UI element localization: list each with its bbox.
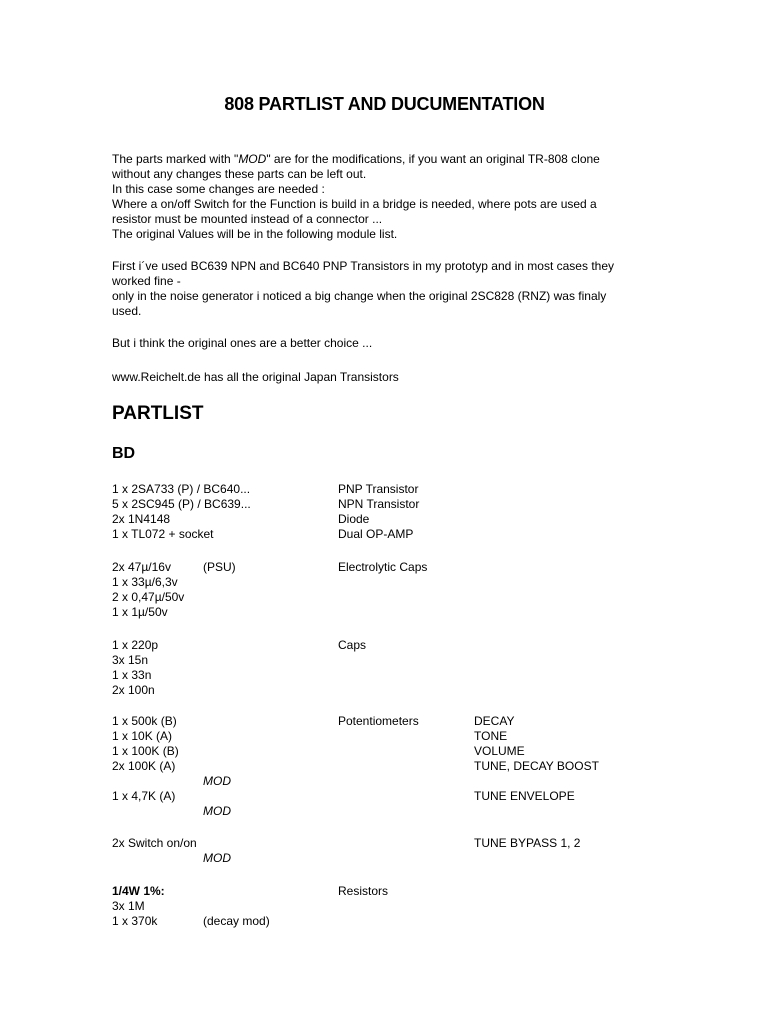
part-row <box>112 744 672 759</box>
part-quantity-value: 3x 1M <box>112 899 145 913</box>
part-quantity-value: 1 x 220p <box>112 638 159 652</box>
intro-line: First i´ve used BC639 NPN and BC640 PNP Transistors in my prototyp and in most cases they <box>112 259 614 273</box>
part-row <box>112 804 672 819</box>
intro-text: The parts marked with " <box>112 152 239 166</box>
part-quantity-value: 5 x 2SC945 (P) / BC639... <box>112 497 251 511</box>
part-function: TONE <box>474 729 508 743</box>
reichelt-line: www.Reichelt.de has all the original Japan Transistors <box>112 370 399 384</box>
part-type: Electrolytic Caps <box>338 560 428 574</box>
part-row <box>112 884 672 899</box>
part-quantity-value: 1 x TL072 + socket <box>112 527 214 541</box>
part-quantity-value: 2 x 0,47µ/50v <box>112 590 185 604</box>
part-quantity-value: 1 x 10K (A) <box>112 729 173 743</box>
part-quantity-value: 1 x 33n <box>112 668 152 682</box>
part-quantity-value: 1 x 2SA733 (P) / BC640... <box>112 482 251 496</box>
part-row <box>112 575 672 590</box>
part-row <box>112 789 672 804</box>
intro-paragraph-2 <box>112 259 652 319</box>
part-type: Dual OP-AMP <box>338 527 414 541</box>
intro-line: without any changes these parts can be left out. <box>112 167 367 181</box>
part-quantity-value: 3x 15n <box>112 653 149 667</box>
part-function: TUNE ENVELOPE <box>474 789 575 803</box>
part-quantity-value: 1 x 4,7K (A) <box>112 789 176 803</box>
part-row <box>112 638 672 653</box>
part-row <box>112 668 672 683</box>
part-quantity-value: 2x 100K (A) <box>112 759 176 773</box>
part-quantity-value: 1 x 1µ/50v <box>112 605 168 619</box>
part-row <box>112 836 672 851</box>
part-quantity-value: 2x 100n <box>112 683 155 697</box>
part-row <box>112 759 672 774</box>
part-type: Diode <box>338 512 370 526</box>
part-type: Resistors <box>338 884 389 898</box>
part-row <box>112 512 672 527</box>
part-function: TUNE, DECAY BOOST <box>474 759 599 773</box>
intro-line: The original Values will be in the following module list. <box>112 227 398 241</box>
part-type: PNP Transistor <box>338 482 419 496</box>
part-row <box>112 914 672 929</box>
part-note: (decay mod) <box>203 914 270 928</box>
mod-keyword: MOD <box>238 152 267 166</box>
part-row <box>112 774 672 789</box>
part-quantity-value: 1 x 100K (B) <box>112 744 179 758</box>
intro-text: " are for the modifications, if you want an original TR-808 clone <box>266 152 600 166</box>
part-quantity-value: 1 x 500k (B) <box>112 714 177 728</box>
part-row <box>112 527 672 542</box>
part-row <box>112 683 672 698</box>
part-row <box>112 482 672 497</box>
part-note: MOD <box>203 804 231 818</box>
part-row <box>112 590 672 605</box>
part-type: Caps <box>338 638 367 652</box>
part-type: NPN Transistor <box>338 497 420 511</box>
intro-line: used. <box>112 304 142 318</box>
part-row <box>112 653 672 668</box>
part-quantity-value: 2x 47µ/16v <box>112 560 171 574</box>
intro-line: resistor must be mounted instead of a connector ... <box>112 212 383 226</box>
part-row <box>112 605 672 620</box>
intro-line: But i think the original ones are a better choice ... <box>112 336 373 350</box>
part-quantity-value: 2x Switch on/on <box>112 836 197 850</box>
part-row <box>112 497 672 512</box>
intro-line <box>112 152 652 167</box>
part-note: (PSU) <box>203 560 236 574</box>
part-quantity-value: 1/4W 1%: <box>112 884 165 898</box>
intro-paragraph-1 <box>112 152 652 242</box>
partlist-heading: PARTLIST <box>112 403 204 424</box>
part-note: MOD <box>203 851 231 865</box>
part-row <box>112 560 672 575</box>
part-row <box>112 729 672 744</box>
part-type: Potentiometers <box>338 714 419 728</box>
part-function: VOLUME <box>474 744 525 758</box>
intro-line: Where a on/off Switch for the Function is build in a bridge is needed, where pots are used a <box>112 197 597 211</box>
part-row <box>112 714 672 729</box>
intro-line: worked fine - <box>112 274 181 288</box>
part-row <box>112 899 672 914</box>
intro-line: In this case some changes are needed : <box>112 182 325 196</box>
part-quantity-value: 1 x 370k <box>112 914 158 928</box>
part-note: MOD <box>203 774 231 788</box>
intro-line: only in the noise generator i noticed a big change when the original 2SC828 (RNZ) was finaly <box>112 289 607 303</box>
part-row <box>112 851 672 866</box>
part-function: TUNE BYPASS 1, 2 <box>474 836 581 850</box>
part-quantity-value: 2x 1N4148 <box>112 512 171 526</box>
page-title: 808 PARTLIST AND DUCUMENTATION <box>224 94 545 114</box>
part-function: DECAY <box>474 714 515 728</box>
part-quantity-value: 1 x 33µ/6,3v <box>112 575 178 589</box>
section-heading-bd: BD <box>112 445 136 462</box>
